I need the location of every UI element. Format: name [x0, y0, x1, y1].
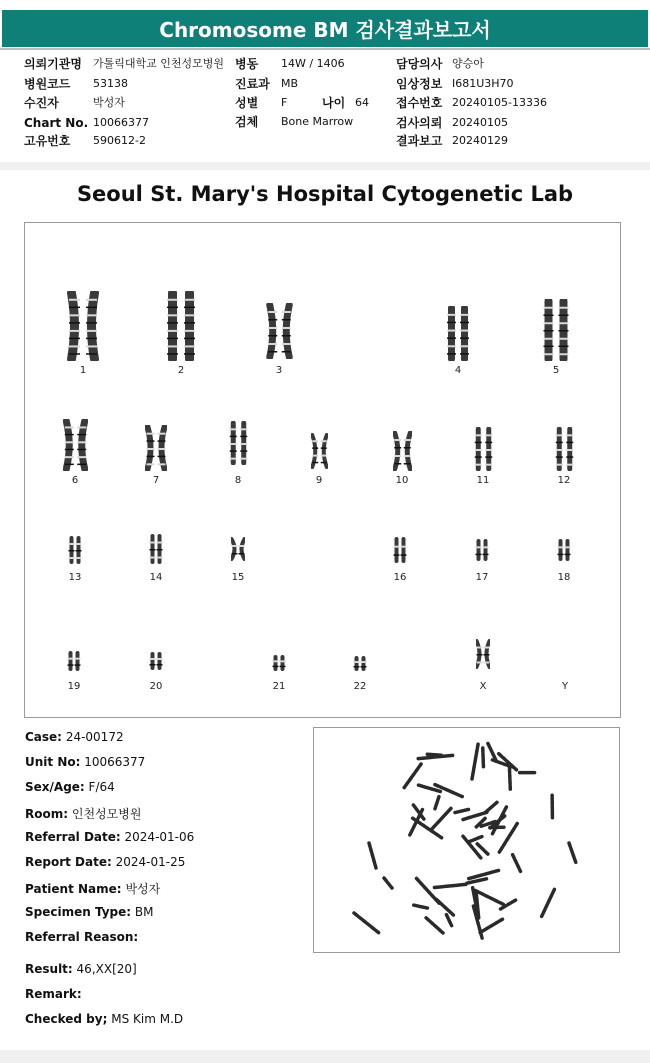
chromosome-label: 21 — [272, 681, 286, 692]
meta-value: 46,XX[20] — [76, 962, 137, 976]
chromosome-label: 2 — [177, 365, 185, 376]
chromosome-pair-20 — [149, 652, 163, 670]
chromosome-label: Y — [561, 681, 569, 692]
meta-unit-no — [25, 755, 145, 769]
chromosome-label: 6 — [71, 475, 79, 486]
info-label: 결과보고 — [396, 134, 443, 148]
chromosome-label: 7 — [152, 475, 160, 486]
metaphase-chromosome — [426, 918, 443, 933]
info-value: Bone Marrow — [281, 115, 354, 128]
meta-value: 인천성모병원 — [71, 807, 142, 821]
meta-label: Specimen Type: — [25, 905, 132, 919]
chromosome-pair-5 — [541, 299, 571, 361]
chromosome-label: 4 — [454, 365, 462, 376]
metaphase-chromosome — [475, 890, 504, 904]
chromosome-label: 3 — [275, 365, 283, 376]
chromosome-label: 15 — [231, 572, 245, 583]
meta-referral-reason — [25, 930, 138, 944]
metaphase-image — [313, 727, 620, 953]
chromosome-pair-11 — [473, 427, 494, 471]
info-label: 임상정보 — [396, 77, 443, 91]
meta-label: Unit No: — [25, 755, 81, 769]
info-label: 고유번호 — [24, 134, 71, 148]
chromosome-label: 19 — [67, 681, 81, 692]
metaphase-chromosome — [433, 884, 465, 887]
meta-label: Patient Name: — [25, 882, 122, 896]
chromosome-pair-8 — [228, 421, 249, 465]
chromosome-label: 18 — [557, 572, 571, 583]
chromosome-pair-12 — [554, 427, 575, 471]
metaphase-chromosome — [513, 855, 521, 872]
meta-label: Referral Date: — [25, 830, 121, 844]
chromosome-pair-6 — [63, 419, 88, 471]
info-label: 병원코드 — [24, 77, 71, 91]
meta-value: F/64 — [88, 780, 115, 794]
meta-value: 24-00172 — [65, 730, 124, 744]
chromosome-label: 1 — [79, 365, 87, 376]
metaphase-spread — [314, 728, 619, 952]
meta-case — [25, 730, 124, 744]
info-value: 10066377 — [93, 116, 149, 129]
meta-label: Sex/Age: — [25, 780, 85, 794]
meta-checked-by — [25, 1012, 183, 1026]
info-value: 양승아 — [452, 57, 484, 70]
meta-label: Remark: — [25, 987, 82, 1001]
meta-value: 10066377 — [84, 755, 146, 769]
info-label: 검사의뢰 — [396, 116, 443, 130]
chromosome-label: 11 — [476, 475, 490, 486]
info-label: 검체 — [235, 115, 259, 129]
chromosome-label: 14 — [149, 572, 163, 583]
info-value: 20240129 — [452, 134, 508, 147]
title-divider — [0, 48, 650, 50]
chromosome-pair-3 — [266, 303, 293, 359]
meta-report-date — [25, 855, 185, 869]
metaphase-chromosome — [432, 808, 451, 829]
chromosome-label: 20 — [149, 681, 163, 692]
chromosome-label: 13 — [68, 572, 82, 583]
info-label: 병동 — [235, 57, 259, 71]
metaphase-chromosome — [483, 748, 484, 767]
chromosome-pair-1 — [66, 291, 100, 361]
info-value: 64 — [355, 96, 369, 109]
metaphase-chromosome — [427, 754, 441, 755]
info-value: MB — [281, 77, 299, 90]
info-value: 14W / 1406 — [281, 57, 345, 70]
chromosome-label: X — [479, 681, 487, 692]
meta-value: 2024-01-06 — [124, 830, 195, 844]
chromosome-label: 8 — [234, 475, 242, 486]
metaphase-chromosome — [469, 837, 482, 842]
metaphase-chromosome — [414, 905, 428, 908]
info-label: 접수번호 — [396, 96, 443, 110]
meta-value: BM — [134, 905, 154, 919]
meta-value: MS Kim M.D — [111, 1012, 184, 1026]
chromosome-pair-X — [476, 639, 490, 669]
metaphase-chromosome — [416, 878, 439, 903]
info-label: 담당의사 — [396, 57, 443, 71]
metaphase-chromosome — [369, 843, 376, 868]
metaphase-chromosome — [472, 744, 478, 779]
metaphase-chromosome — [477, 844, 488, 854]
meta-value: 박성자 — [125, 882, 161, 896]
meta-patient-name — [25, 880, 160, 897]
chromosome-pair-22 — [353, 656, 367, 671]
metaphase-chromosome — [435, 797, 439, 809]
report-title: Chromosome BM 검사결과보고서 — [2, 10, 648, 47]
section-band — [0, 162, 650, 170]
info-value: 20240105 — [452, 116, 508, 129]
metaphase-chromosome — [469, 870, 499, 878]
chromosome-pair-18 — [557, 539, 571, 561]
info-value: 가톨릭대학교 인천성모병원 — [93, 57, 225, 70]
chromosome-label: 22 — [353, 681, 367, 692]
footer-band — [0, 1050, 650, 1063]
chromosome-label: 9 — [315, 475, 323, 486]
chromosome-label: 16 — [393, 572, 407, 583]
meta-sex-age — [25, 780, 115, 794]
meta-value: 2024-01-25 — [115, 855, 186, 869]
info-value: 20240105-13336 — [452, 96, 547, 109]
info-label: 나이 — [322, 96, 346, 110]
chromosome-pair-9 — [311, 433, 328, 469]
metaphase-chromosome — [354, 913, 379, 933]
metaphase-chromosome — [479, 919, 502, 933]
meta-label: Checked by; — [25, 1012, 108, 1026]
info-value: I681U3H70 — [452, 77, 514, 90]
metaphase-chromosome — [455, 809, 469, 812]
chromosome-label: 10 — [395, 475, 409, 486]
metaphase-chromosome — [384, 878, 392, 888]
meta-remark — [25, 987, 82, 1001]
info-label: 진료과 — [235, 77, 270, 91]
chromosome-pair-21 — [272, 655, 286, 671]
chromosome-pair-13 — [68, 536, 82, 564]
meta-specimen-type — [25, 905, 154, 919]
info-value: 53138 — [93, 77, 128, 90]
meta-room — [25, 805, 141, 822]
karyotype-panel — [24, 222, 621, 718]
metaphase-chromosome — [446, 915, 451, 926]
chromosome-pair-7 — [145, 425, 167, 471]
info-label: 성별 — [235, 96, 259, 110]
meta-label: Case: — [25, 730, 62, 744]
lab-title: Seoul St. Mary's Hospital Cytogenetic Lab — [76, 182, 574, 206]
chromosome-pair-17 — [475, 539, 489, 561]
meta-label: Referral Reason: — [25, 930, 139, 944]
chromosome-pair-2 — [164, 291, 198, 361]
metaphase-chromosome — [542, 889, 555, 916]
info-label: 수진자 — [24, 96, 59, 110]
chromosome-pair-14 — [149, 534, 163, 564]
info-label: 의뢰기관명 — [24, 57, 82, 71]
info-value: 590612-2 — [93, 134, 146, 147]
meta-label: Result: — [25, 962, 73, 976]
chromosome-pair-19 — [67, 651, 81, 671]
info-value: F — [281, 96, 288, 109]
info-label: Chart No. — [24, 116, 89, 130]
chromosome-pair-16 — [393, 537, 407, 563]
meta-label: Room: — [25, 807, 69, 821]
chromosome-label: 17 — [475, 572, 489, 583]
chromosome-pair-4 — [445, 306, 471, 361]
meta-referral-date — [25, 830, 194, 844]
info-value: 박성자 — [93, 96, 125, 109]
chromosome-pair-10 — [393, 431, 412, 471]
chromosome-pair-15 — [231, 537, 245, 561]
chromosome-label: 12 — [557, 475, 571, 486]
meta-label: Report Date: — [25, 855, 112, 869]
metaphase-chromosome — [569, 843, 576, 863]
chromosome-label: 5 — [552, 365, 560, 376]
meta-result — [25, 962, 137, 976]
